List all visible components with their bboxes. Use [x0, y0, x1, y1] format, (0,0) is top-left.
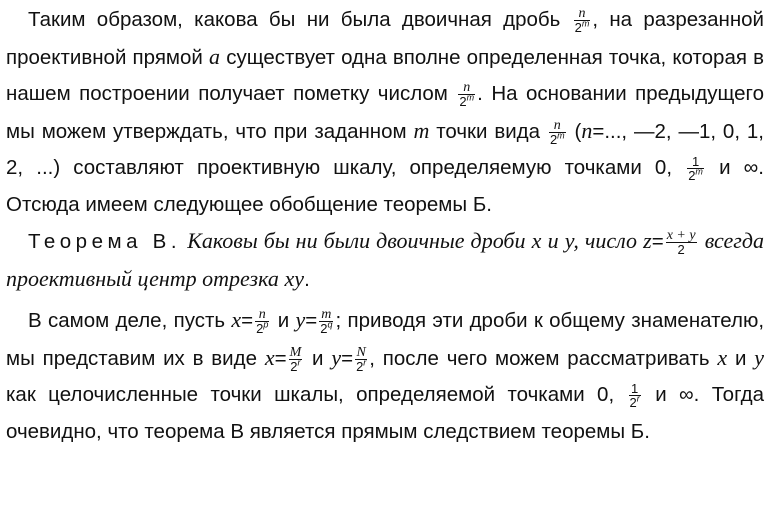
- equals-sign: =: [341, 346, 354, 370]
- p3-text-1: В самом деле, пусть: [28, 309, 226, 332]
- equals-sign: =: [274, 346, 287, 370]
- fraction-m-over-2q: $\frac{m}{2^q}$: [320, 307, 333, 337]
- var-x: x: [231, 307, 242, 332]
- fraction-n-over-2m: $\frac{n}{2^m}$: [574, 6, 590, 36]
- theorem-text-3: всегда проективный центр отрезка: [6, 228, 764, 291]
- p3-text-5: , после чего можем рассматривать: [369, 346, 710, 370]
- var-x: x: [717, 344, 728, 370]
- fraction-n-over-2m: $\frac{n}{2^m}$: [459, 80, 475, 110]
- var-x: x: [531, 228, 542, 253]
- p3-text-2: и: [277, 309, 290, 332]
- p1-text-4: . На основании предыдущего мы можем утверждать, что при заданном: [6, 82, 764, 143]
- fraction-N-over-2r: $\frac{N}{2^r}$: [356, 344, 367, 374]
- p1-text-7: =..., —2, —1, 0, 1, 2, ...) составляют проективную шкалу, определяемую точками 0,: [6, 119, 764, 179]
- var-y: y: [331, 344, 342, 370]
- p3-text-8: и ∞. Тогда очевидно, что теорема В является прямым следствием теоремы Б.: [6, 383, 764, 443]
- theorem-text-2: , число: [573, 228, 637, 253]
- p3-text-6: и: [734, 346, 747, 370]
- var-z: z: [643, 228, 652, 253]
- var-m: m: [413, 117, 430, 143]
- var-a: a: [209, 43, 221, 69]
- p1-text-5: точки вида: [436, 119, 541, 143]
- equals-sign: =: [651, 230, 664, 253]
- p1-text-8: и ∞. Отсюда имеем следующее обобщение теоремы Б.: [6, 156, 764, 216]
- var-y: y: [754, 344, 764, 370]
- p1-text-3: существует одна вполне определенная точка, которая в нашем построении получает пометку числом: [6, 45, 764, 105]
- fraction-1-over-2r: $\frac{1}{2^r}$: [629, 381, 640, 411]
- fraction-1-over-2m: $\frac{1}{2^m}$: [688, 154, 703, 184]
- p1-text-2: , на разрезанной проективной прямой: [6, 8, 764, 69]
- theorem-text-4: .: [304, 267, 310, 291]
- p3-text-4: и: [312, 346, 324, 370]
- theorem-text-1: Каковы бы ни были двоичные дроби: [187, 228, 526, 253]
- fraction-n-over-2m: $\frac{n}{2^m}$: [549, 117, 565, 147]
- paragraph-proof: [6, 302, 764, 450]
- equals-sign: =: [241, 309, 254, 332]
- var-xy: xy: [284, 265, 305, 291]
- var-y: y: [295, 307, 306, 332]
- p1-text-6: (: [574, 119, 582, 143]
- var-n: n: [581, 117, 593, 143]
- paragraph-1: [6, 2, 764, 223]
- theorem-and: и: [547, 228, 559, 253]
- var-y: y: [564, 228, 574, 253]
- theorem-label: Теорема В.: [28, 230, 182, 253]
- fraction-x-plus-y-over-2: $\frac{x + y}{2}$: [666, 228, 696, 258]
- var-x: x: [264, 344, 275, 370]
- p3-text-3: ; приводя эти дроби к общему знаменателю, мы представим их в виде: [6, 309, 765, 370]
- fraction-n-over-2p: $\frac{n}{2^p}$: [256, 307, 269, 337]
- fraction-M-over-2r: $\frac{M}{2^r}$: [289, 344, 302, 374]
- p1-text-1: Таким образом, какова бы ни была двоичная дробь: [28, 8, 561, 31]
- theorem-v: [6, 223, 764, 298]
- p3-text-7: как целочисленные точки шкалы, определяемой точками 0,: [6, 383, 615, 406]
- equals-sign: =: [305, 309, 318, 332]
